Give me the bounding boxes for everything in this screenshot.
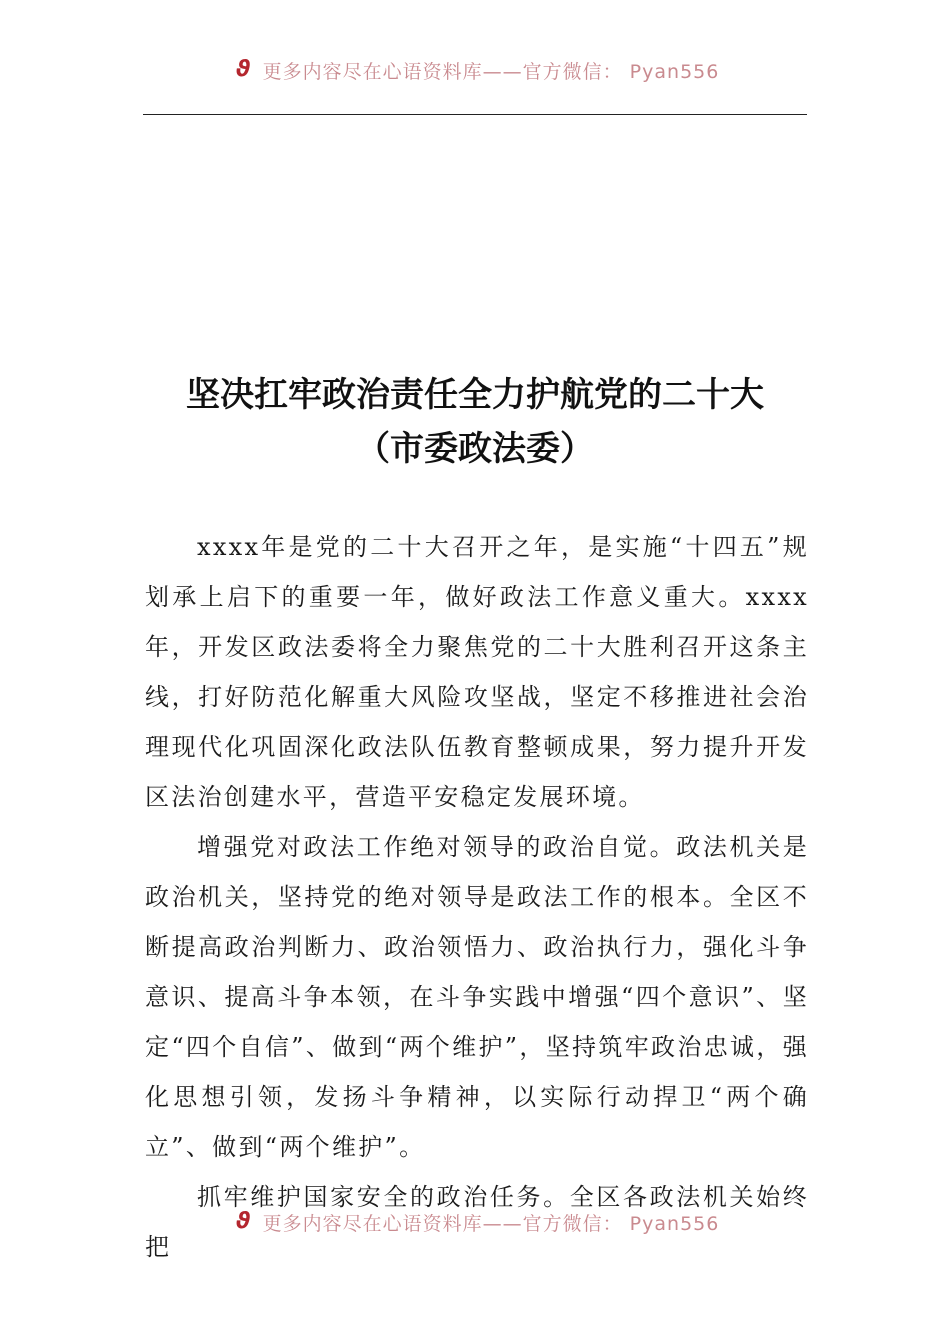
watermark-logo-icon: ϑ	[235, 57, 252, 82]
document-body	[145, 522, 809, 1272]
watermark-footer	[0, 1202, 950, 1242]
watermark-logo-icon: ϑ	[235, 1209, 252, 1234]
paragraph: 抓牢维护国家安全的政治任务。全区各政法机关始终把	[145, 1183, 809, 1261]
header-divider	[143, 114, 807, 115]
title-block	[0, 368, 950, 476]
watermark-text: 更多内容尽在心语资料库——官方微信： Pyan556	[262, 60, 720, 83]
paragraph: 增强党对政法工作绝对领导的政治自觉。政法机关是政治机关，坚持党的绝对领导是政法工作的根本。全区不断提高政治判断力、政治领悟力、政治执行力，强化斗争意识、提高斗争本领，在斗争实践中增强“四个意识”、坚定“四个自信”、做到“两个维护”，坚持筑牢政治忠诚，强化思想引领，发扬斗争精神，以实际行动捍卫“两个确立”、做到“两个维护”。	[145, 833, 809, 1161]
watermark-header	[0, 50, 950, 90]
watermark-text: 更多内容尽在心语资料库——官方微信： Pyan556	[262, 1212, 720, 1235]
document-title: 坚决扛牢政治责任全力护航党的二十大	[186, 375, 764, 415]
document-subtitle: （市委政法委）	[356, 429, 594, 469]
paragraph: xxxx年是党的二十大召开之年，是实施“十四五”规划承上启下的重要一年，做好政法工作意义重大。xxxx年，开发区政法委将全力聚焦党的二十大胜利召开这条主线，打好防范化解重大风险攻坚战，坚定不移推进社会治理现代化巩固深化政法队伍教育整顿成果，努力提升开发区法治创建水平，营造平安稳定发展环境。	[145, 533, 809, 811]
